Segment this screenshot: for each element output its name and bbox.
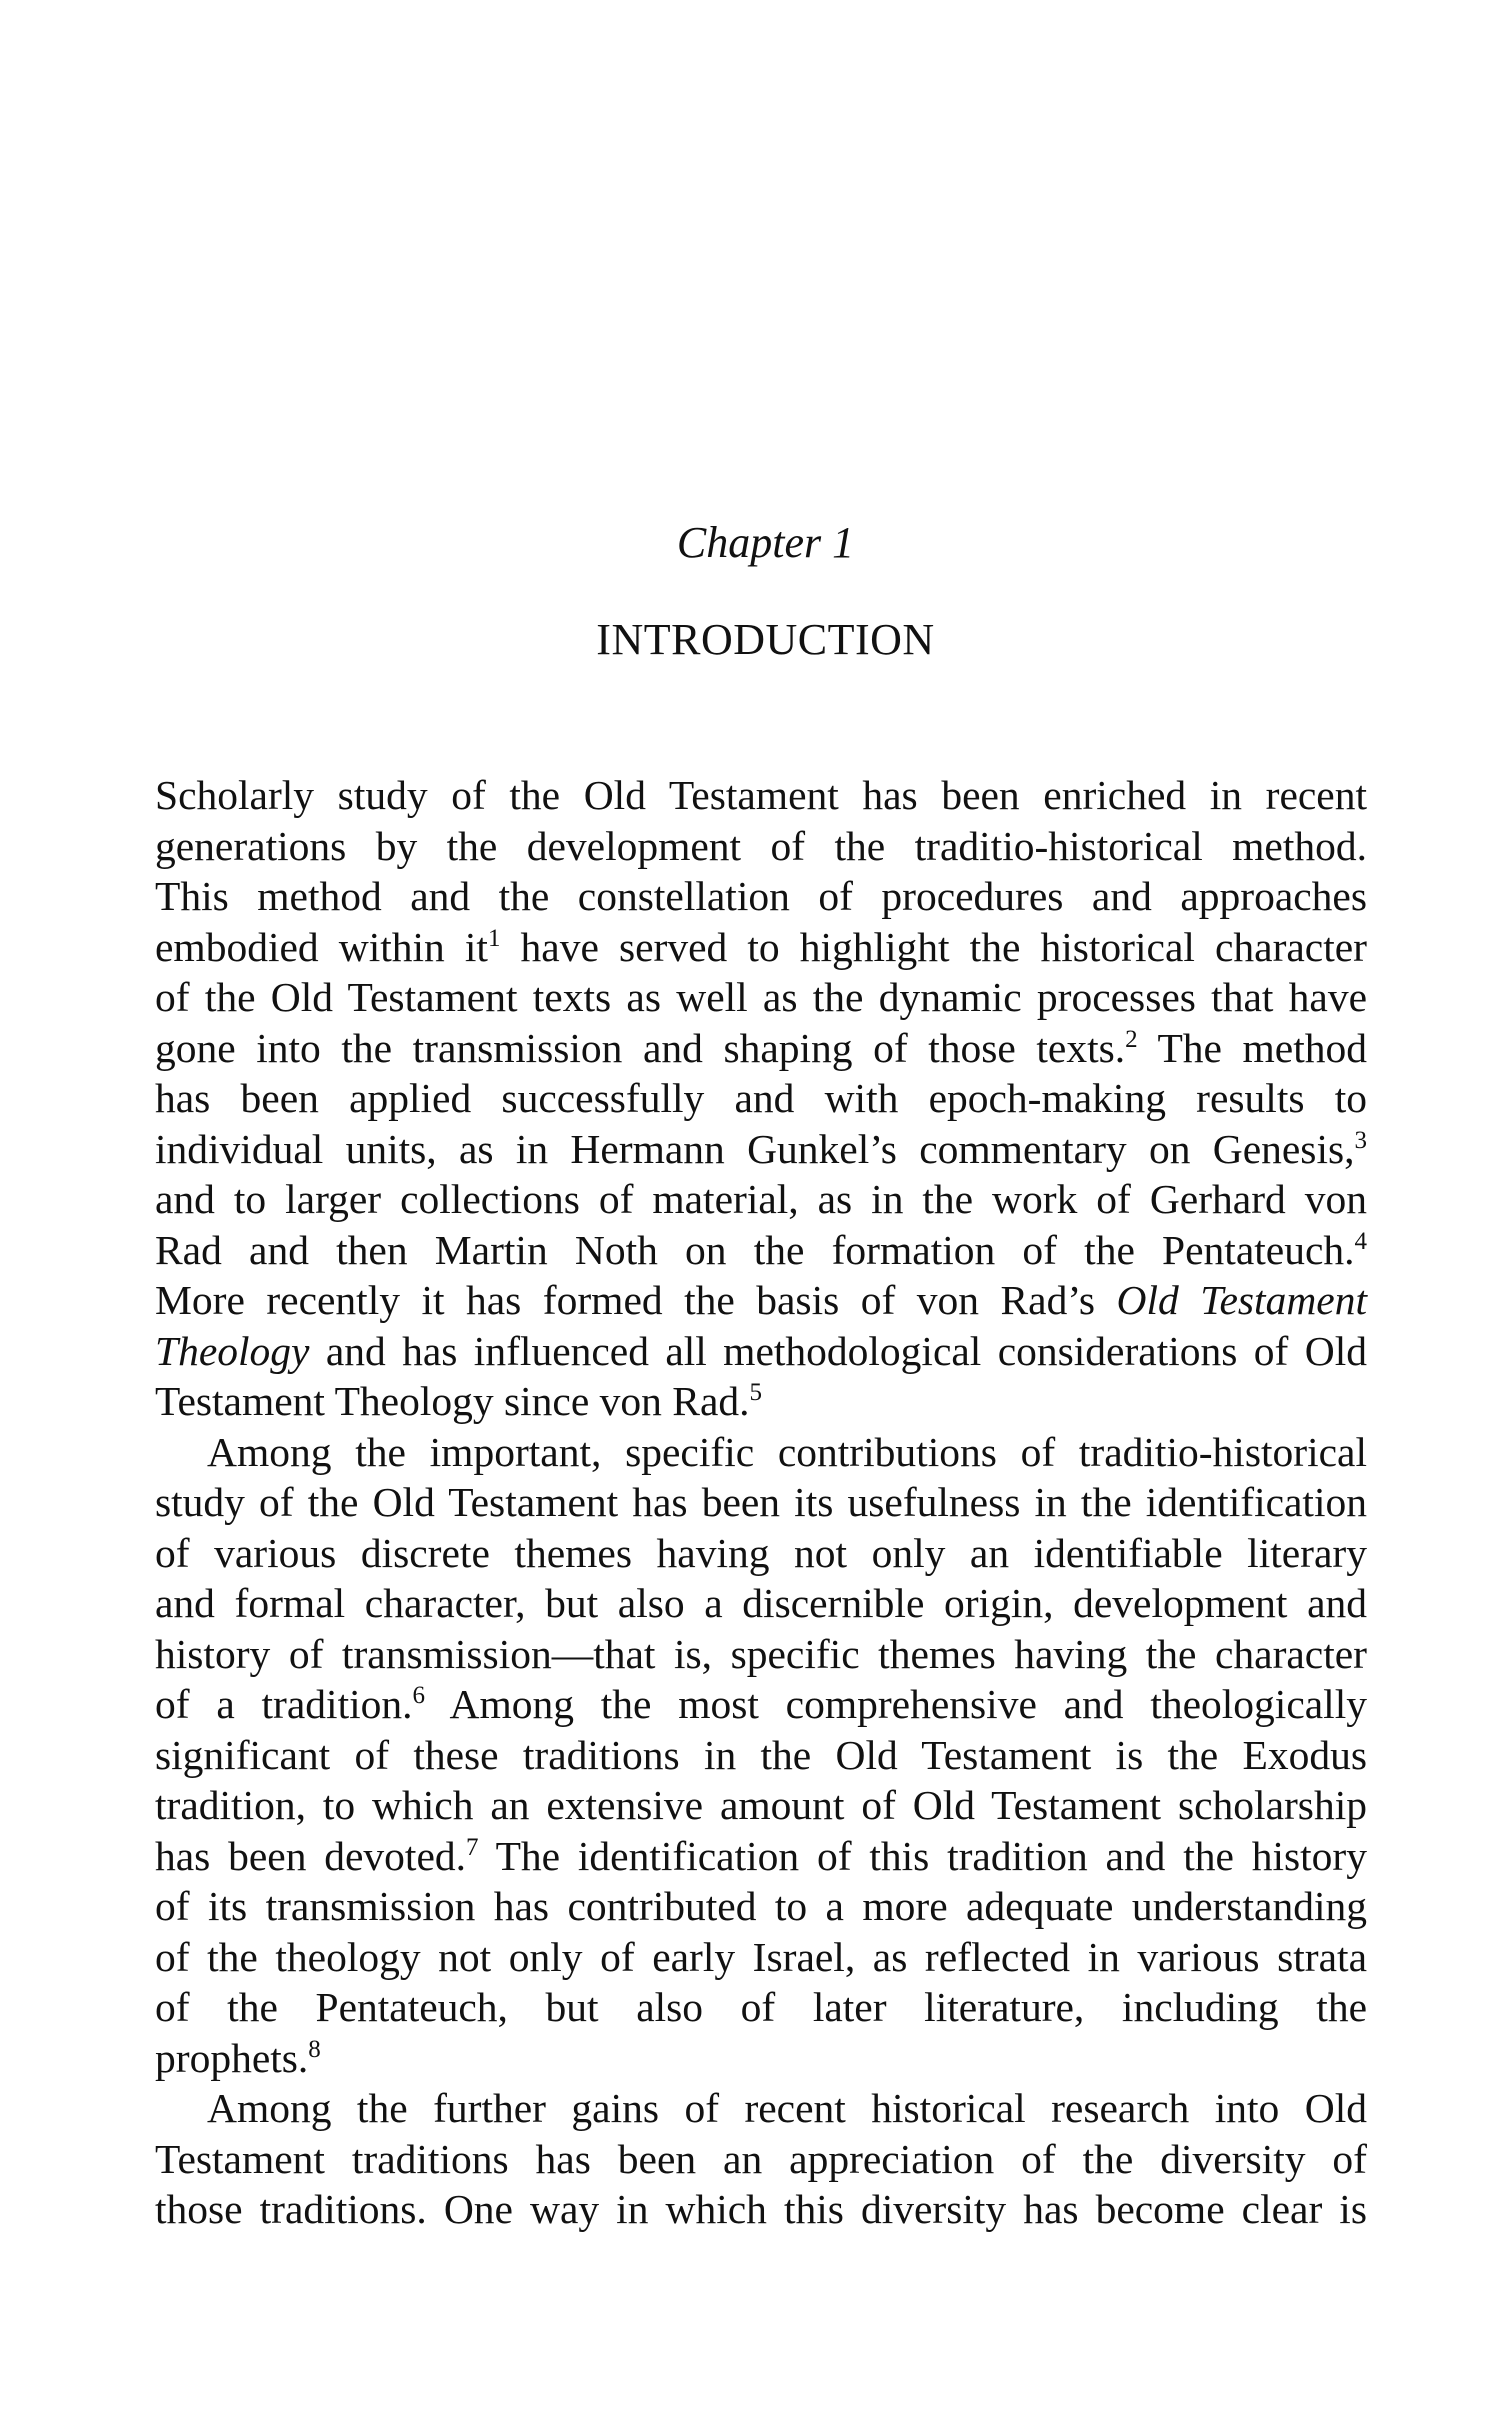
footnote-marker: 8	[308, 2035, 321, 2063]
text-line: Scholarly study of the Old Testament has been enriched in recent	[155, 772, 1367, 818]
text-line: has been devoted.$^7$ The identification of this tradition and the history	[155, 1832, 1367, 1879]
text-line: individual units, as in Hermann Gunkel’s commentary on Genesis,$^3$	[155, 1125, 1367, 1172]
text-line: of a tradition.$^6$ Among the most comprehensive and theologically	[155, 1681, 1367, 1727]
text-line: tradition, to which an extensive amount of Old Testament scholarship	[155, 1782, 1367, 1828]
paragraph	[155, 2083, 1367, 2235]
paragraph	[155, 1427, 1367, 2084]
text-line: Testament traditions has been an appreciation of the diversity of	[155, 2135, 1367, 2182]
italic-title: Old Testament	[1116, 1277, 1367, 1323]
text-line: study of the Old Testament has been its usefulness in the identification	[155, 1479, 1367, 1525]
chapter-body	[155, 770, 1367, 2235]
text-line: This method and the constellation of procedures and approaches	[155, 873, 1367, 919]
text-line: gone into the transmission and shaping of those texts.$^2$ The method	[155, 1024, 1368, 1071]
text-line: history of transmission—that is, specific themes having the character	[155, 1630, 1367, 1677]
text-line: Rad and then Martin Noth on the formation of the Pentateuch.$^4$	[155, 1226, 1367, 1273]
footnote-marker: 4	[1354, 1227, 1367, 1255]
footnote-marker: 5	[749, 1379, 762, 1406]
paragraph	[155, 770, 1367, 1427]
text-line: Among the further gains of recent historical research into Old	[207, 2085, 1367, 2131]
text-line: Testament Theology since von Rad.$^5$	[155, 1378, 762, 1424]
text-line: of the theology not only of early Israel, as reflected in various strata	[155, 1933, 1367, 1980]
footnote-marker: 6	[412, 1682, 425, 1709]
text-line: Theology and has influenced all methodological considerations of Old	[155, 1327, 1367, 1374]
text-line: has been applied successfully and with epoch-making results to	[155, 1075, 1367, 1121]
footnote-marker: 1	[487, 924, 501, 952]
footnote-marker: 7	[466, 1833, 479, 1861]
text-line: embodied within it$^1$ have served to highlight the historical character	[155, 923, 1367, 970]
text-line: of the Old Testament texts as well as the dynamic processes that have	[155, 974, 1367, 1020]
text-line: prophets.$^8$	[155, 2034, 321, 2081]
text-line: significant of these traditions in the Old Testament is the Exodus	[155, 1731, 1367, 1778]
text-line: of various discrete themes having not only an identifiable literary	[155, 1529, 1367, 1576]
italic-title: Theology	[155, 1327, 310, 1374]
chapter-title: INTRODUCTION	[596, 615, 935, 664]
text-line: Among the important, specific contributions of traditio-historical	[207, 1428, 1367, 1475]
chapter-label: Chapter 1	[676, 518, 855, 567]
footnote-marker: 2	[1125, 1025, 1138, 1053]
text-line: and to larger collections of material, as in the work of Gerhard von	[155, 1176, 1367, 1222]
footnote-marker: 3	[1354, 1126, 1367, 1154]
text-line: of the Pentateuch, but also of later literature, including the	[155, 1984, 1367, 2030]
text-line: those traditions. One way in which this diversity has become clear is	[155, 2186, 1367, 2232]
text-line: generations by the development of the traditio-historical method.	[155, 822, 1367, 869]
text-line: More recently it has formed the basis of von Rad’s Old Testament	[155, 1277, 1367, 1323]
text-line: of its transmission has contributed to a more adequate understanding	[155, 1883, 1367, 1929]
text-line: and formal character, but also a discernible origin, development and	[155, 1580, 1367, 1626]
